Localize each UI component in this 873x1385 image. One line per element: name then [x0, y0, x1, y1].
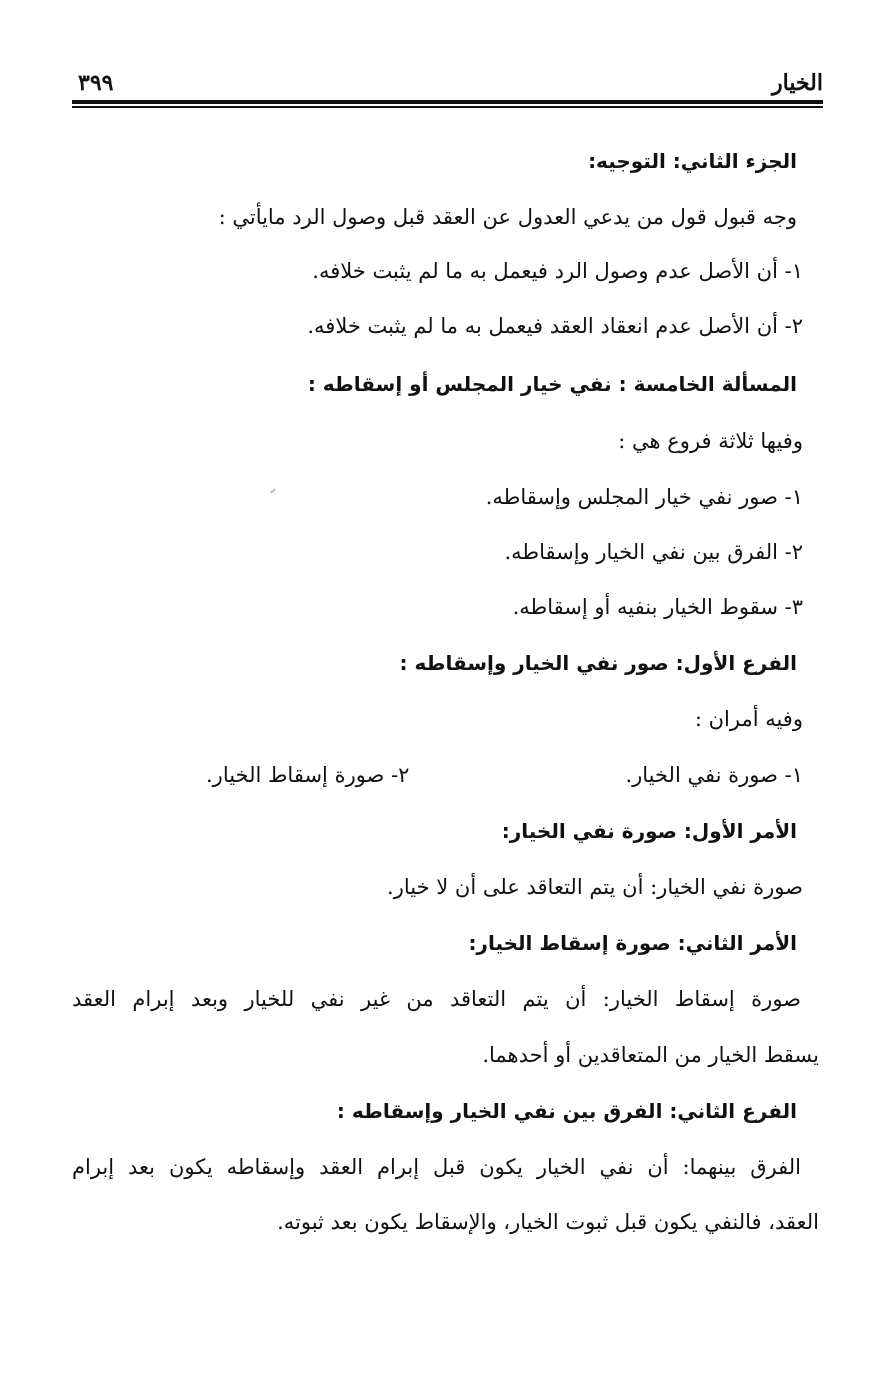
- matter-heading-first: الأمر الأول: صورة نفي الخيار:: [501, 819, 797, 843]
- matter-heading-second: الأمر الثاني: صورة إسقاط الخيار:: [468, 931, 797, 955]
- list-item: ٢- أن الأصل عدم انعقاد العقد فيعمل به ما لم يثبت خلافه.: [307, 314, 803, 338]
- paragraph-line: وجه قبول قول من يدعي العدول عن العقد قبل وصول الرد مايأتي :: [218, 205, 797, 229]
- paragraph-line: صورة نفي الخيار: أن يتم التعاقد على أن لا خيار.: [387, 875, 803, 899]
- paragraph-line: الفرق بينهما: أن نفي الخيار يكون قبل إبرام العقد وإسقاطه يكون بعد إبرام: [72, 1155, 801, 1179]
- paragraph-line: وفيها ثلاثة فروع هي :: [618, 429, 803, 453]
- paragraph-line: العقد، فالنفي يكون قبل ثبوت الخيار، والإسقاط يكون بعد ثبوته.: [277, 1210, 819, 1234]
- paragraph-line: يسقط الخيار من المتعاقدين أو أحدهما.: [482, 1043, 819, 1067]
- chapter-title: الخيار: [772, 70, 823, 96]
- header-rule-thick: [72, 100, 823, 104]
- page-header: [72, 62, 823, 106]
- scan-speck: [270, 488, 276, 493]
- page-number: ٣٩٩: [78, 70, 114, 96]
- list-item: ٢- الفرق بين نفي الخيار وإسقاطه.: [504, 540, 803, 564]
- list-item: ١- أن الأصل عدم وصول الرد فيعمل به ما لم يثبت خلافه.: [312, 259, 803, 283]
- paragraph-line: وفيه أمران :: [694, 707, 803, 731]
- list-item: ١- صور نفي خيار المجلس وإسقاطه.: [485, 485, 803, 509]
- branch-heading-first: الفرع الأول: صور نفي الخيار وإسقاطه :: [399, 651, 797, 675]
- header-rule-thin: [72, 106, 823, 108]
- paragraph-line: صورة إسقاط الخيار: أن يتم التعاقد من غير نفي للخيار وبعد إبرام العقد: [72, 987, 801, 1011]
- branch-heading-second: الفرع الثاني: الفرق بين نفي الخيار وإسقاطه :: [336, 1099, 797, 1123]
- list-item-column-left: ٢- صورة إسقاط الخيار.: [206, 763, 410, 787]
- list-item: ٣- سقوط الخيار بنفيه أو إسقاطه.: [512, 595, 803, 619]
- section-heading-justification: الجزء الثاني: التوجيه:: [588, 149, 797, 173]
- issue-heading-fifth: المسألة الخامسة : نفي خيار المجلس أو إسقاطه :: [307, 372, 797, 396]
- list-item-column-right: ١- صورة نفي الخيار.: [625, 763, 803, 787]
